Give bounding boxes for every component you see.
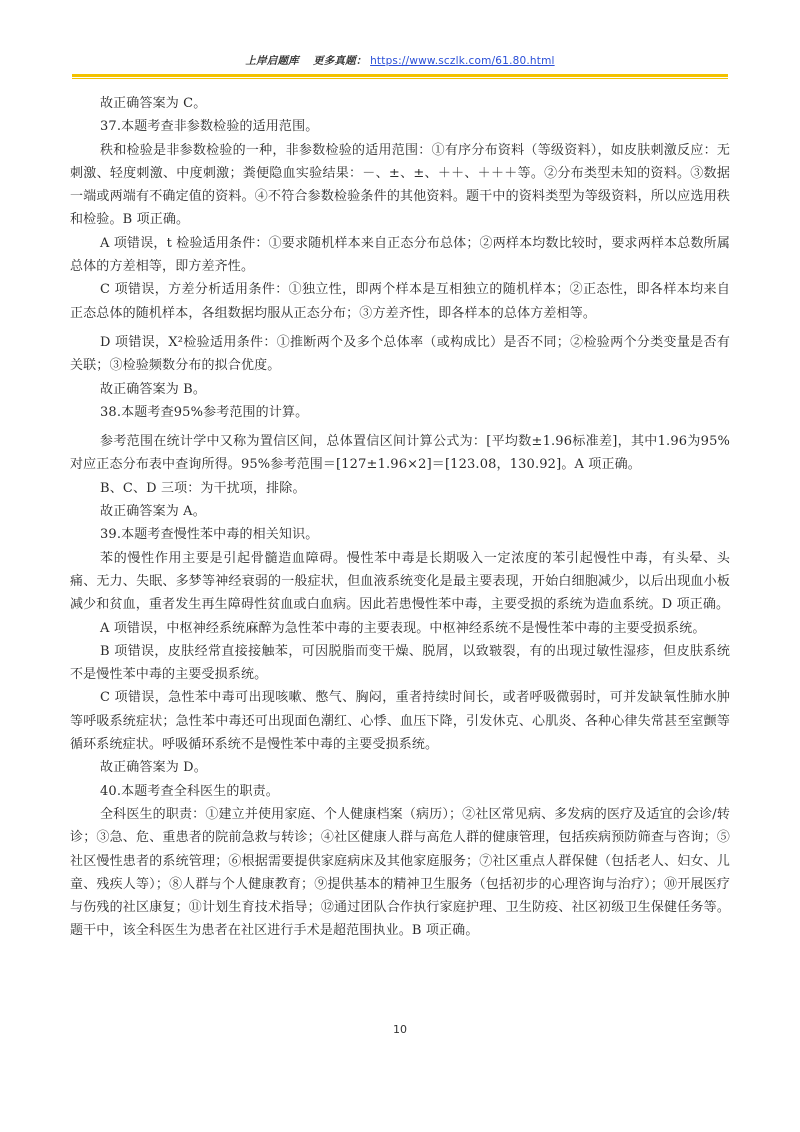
header-title: 上岸启题库: [245, 55, 299, 67]
para-q38-body: 参考范围在统计学中又称为置信区间，总体置信区间计算公式为：[平均数±1.96标准差]，其中1.96为95%对应正态分布表中查询所得。95%参考范围＝[127±1.96×2]＝[123.08，130.92]。A 项正确。: [70, 434, 730, 473]
para-q39-body: 苯的慢性作用主要是引起骨髓造血障碍。慢性苯中毒是长期吸入一定浓度的苯引起慢性中毒，有头晕、头痛、无力、失眠、多梦等神经衰弱的一般症状，但血液系统变化是最主要表现，开始白细胞减少，以后出现血小板减少和贫血，重者发生再生障碍性贫血或白血病。因此若患慢性苯中毒，主要受损的系统为造血系统。D 项正确。: [70, 550, 730, 613]
para-answer-b: 故正确答案为 B。: [100, 381, 207, 397]
para-q40-title: 40.本题考查全科医生的职责。: [100, 783, 279, 799]
para-q37-body: 秩和检验是非参数检验的一种，非参数检验的适用范围：①有序分布资料（等级资料），如皮肤刺激反应：无刺激、轻度刺激、中度刺激；粪便隐血实验结果：－、±、±、＋＋、＋＋＋等。②分布类型未知的资料。③数据一端或两端有不确定值的资料。④不符合参数检验条件的其他资料。题干中的资料类型为等级资料，所以应选用秩和检验。B 项正确。: [70, 142, 730, 228]
para-answer-d: 故正确答案为 D。: [100, 760, 207, 776]
para-q40-body: 全科医生的职责：①建立并使用家庭、个人健康档案（病历）；②社区常见病、多发病的医疗及适宜的会诊/转诊；③急、危、重患者的院前急救与转诊；④社区健康人群与高危人群的健康管理，包括疾病预防筛查与咨询；⑤社区慢性患者的系统管理；⑥根据需要提供家庭病床及其他家庭服务；⑦社区重点人群保健（包括老人、妇女、儿童、残疾人等）；⑧人群与个人健康教育；⑨提供基本的精神卫生服务（包括初步的心理咨询与治疗）；⑩开展医疗与伤残的社区康复；⑪计划生育技术指导；⑫通过团队合作执行家庭护理、卫生防疫、社区初级卫生保健任务等。题干中，该全科医生为患者在社区进行手术是超范围执业。B 项正确。: [70, 806, 730, 939]
para-answer-a: 故正确答案为 A。: [100, 504, 206, 520]
header-more-label: 更多真题：: [313, 55, 367, 67]
para-q37-option-c: C 项错误，方差分析适用条件：①独立性，即两个样本是互相独立的随机样本；②正态性，即各样本均来自正态总体的随机样本，各组数据均服从正态分布；③方差齐性，即各样本的总体方差相等。: [70, 282, 730, 321]
para-q38-distractors: B、C、D 三项：为干扰项，排除。: [100, 480, 306, 496]
para-q38-title: 38.本题考查95%参考范围的计算。: [100, 404, 309, 420]
page-header: [0, 53, 800, 68]
page-number: 10: [393, 1023, 407, 1036]
header-rule-thick: [72, 74, 728, 77]
page-body: [70, 92, 730, 943]
para-q39-option-b: B 项错误，皮肤经常直接接触苯，可因脱脂而变干燥、脱屑，以致皲裂，有的出现过敏性湿疹，但皮肤系统不是慢性苯中毒的主要受损系统。: [70, 643, 730, 683]
para-q39-option-c: C 项错误，急性苯中毒可出现咳嗽、憋气、胸闷，重者持续时间长，或者呼吸微弱时，可并发缺氧性肺水肿等呼吸系统症状；急性苯中毒还可出现面色潮红、心悸、血压下降，引发休克、心肌炎、各种心律失常甚至室颤等循环系统症状。呼吸循环系统不是慢性苯中毒的主要受损系统。: [70, 690, 730, 753]
para-q37-option-d: D 项错误，X²检验适用条件：①推断两个及多个总体率（或构成比）是否不同；②检验两个分类变量是否有关联；③检验频数分布的拟合优度。: [70, 334, 730, 374]
para-q37-option-a: A 项错误，t 检验适用条件：①要求随机样本来自正态分布总体；②两样本均数比较时，要求两样本总数所属总体的方差相等，即方差齐性。: [70, 235, 730, 275]
para-q39-title: 39.本题考查慢性苯中毒的相关知识。: [100, 527, 319, 543]
para-q37-title: 37.本题考查非参数检验的适用范围。: [100, 119, 319, 135]
para-q39-option-a: A 项错误，中枢神经系统麻醉为急性苯中毒的主要表现。中枢神经系统不是慢性苯中毒的主要受损系统。: [100, 620, 706, 636]
header-link[interactable]: https://www.sczlk.com/61.80.html: [370, 55, 555, 67]
para-answer-c: 故正确答案为 C。: [100, 96, 207, 111]
header-rule-thin: [72, 78, 728, 79]
